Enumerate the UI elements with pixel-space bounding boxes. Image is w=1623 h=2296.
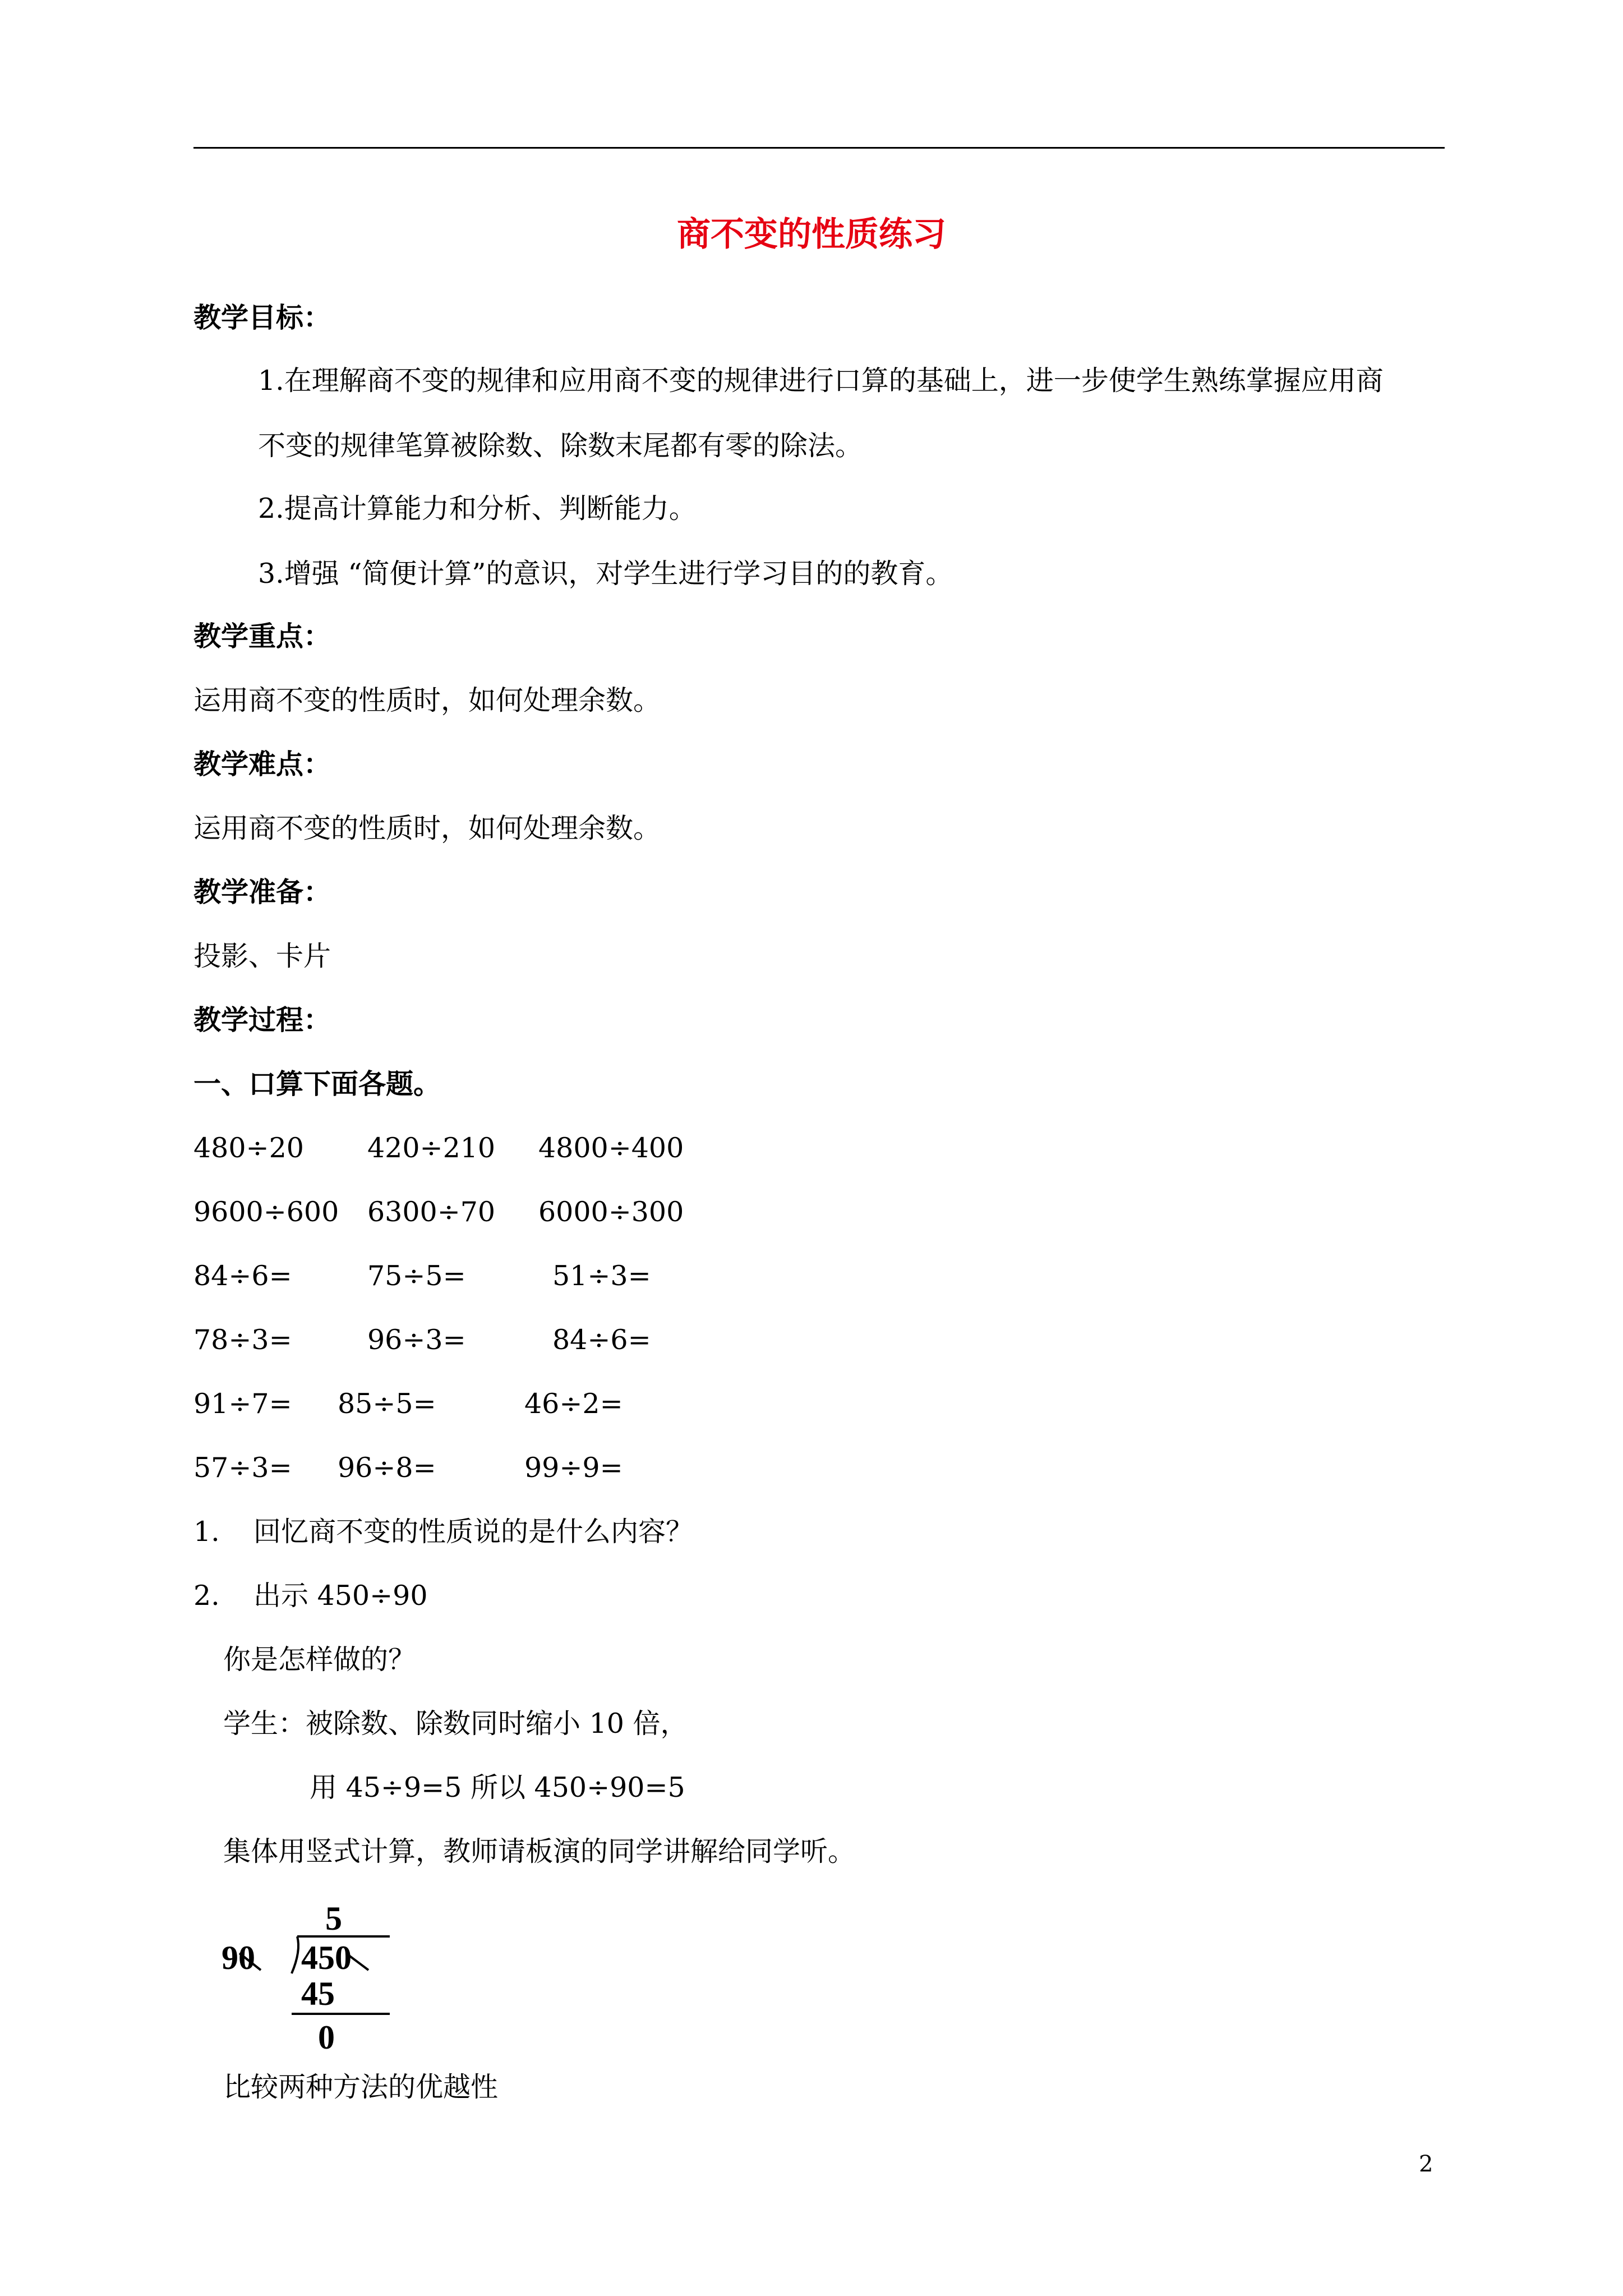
calc-item: 57÷3=	[193, 1452, 292, 1484]
header-rule	[193, 147, 1445, 149]
calc-item: 85÷5=	[338, 1388, 436, 1420]
student-answer: 学生：被除数、除数同时缩小 10 倍，	[223, 1708, 688, 1740]
calc-item: 96÷3=	[367, 1324, 466, 1356]
question-2-ask: 你是怎样做的？	[223, 1644, 416, 1676]
calc-item: 84÷6=	[552, 1324, 651, 1356]
goal-item-2: 2.提高计算能力和分析、判断能力。	[258, 493, 697, 524]
section-1-heading: 一、口算下面各题。	[193, 1068, 441, 1100]
calc-item: 4800÷400	[538, 1132, 684, 1164]
calc-item: 420÷210	[367, 1132, 496, 1164]
calc-item: 480÷20	[193, 1132, 304, 1164]
goal-heading: 教学目标：	[193, 301, 331, 334]
calc-item: 6300÷70	[367, 1196, 496, 1228]
key-heading: 教学重点：	[193, 620, 331, 652]
calc-item: 96÷8=	[338, 1452, 436, 1484]
page-number: 2	[1419, 2151, 1433, 2177]
prep-heading: 教学准备：	[193, 876, 331, 908]
question-2-number: 2.	[193, 1580, 220, 1612]
calc-item: 6000÷300	[538, 1196, 684, 1228]
goal-item-1-line-2: 不变的规律笔算被除数、除数末尾都有零的除法。	[258, 430, 863, 462]
prep-text: 投影、卡片	[193, 940, 331, 972]
division-quotient: 5	[325, 1900, 342, 1937]
process-heading: 教学过程：	[193, 1004, 331, 1036]
calc-item: 9600÷600	[193, 1196, 339, 1228]
calc-item: 46÷2=	[524, 1388, 623, 1420]
page-title: 商不变的性质练习	[677, 215, 946, 254]
calc-item: 75÷5=	[367, 1260, 466, 1292]
question-2-text: 出示 450÷90	[253, 1580, 428, 1612]
group-calc-instruction: 集体用竖式计算，教师请板演的同学讲解给同学听。	[223, 1835, 856, 1867]
compare-methods: 比较两种方法的优越性	[223, 2071, 499, 2103]
goal-item-3: 3.增强 “简便计算”的意识，对学生进行学习目的的教育。	[258, 558, 953, 590]
calc-item: 99÷9=	[524, 1452, 623, 1484]
question-1-text: 回忆商不变的性质说的是什么内容？	[253, 1516, 694, 1548]
key-text: 运用商不变的性质时，如何处理余数。	[193, 684, 661, 716]
division-divisor: 90	[222, 1939, 255, 1976]
division-remainder: 0	[318, 2019, 335, 2056]
division-bracket	[292, 1936, 298, 1973]
long-division-figure	[222, 1890, 401, 2056]
calc-item: 78÷3=	[193, 1324, 292, 1356]
long-division-drawing	[222, 1890, 401, 2056]
question-1-number: 1.	[193, 1516, 220, 1548]
difficulty-heading: 教学难点：	[193, 748, 331, 780]
division-dividend: 450	[301, 1939, 352, 1976]
calc-item: 51÷3=	[552, 1260, 651, 1292]
division-product: 45	[301, 1975, 335, 2012]
calc-item: 91÷7=	[193, 1388, 292, 1420]
student-answer-followup: 用 45÷9=5 所以 450÷90=5	[310, 1772, 685, 1803]
goal-item-1-line-1: 1.在理解商不变的规律和应用商不变的规律进行口算的基础上，进一步使学生熟练掌握应用商	[258, 365, 1384, 397]
difficulty-text: 运用商不变的性质时，如何处理余数。	[193, 812, 661, 844]
calc-item: 84÷6=	[193, 1260, 292, 1292]
